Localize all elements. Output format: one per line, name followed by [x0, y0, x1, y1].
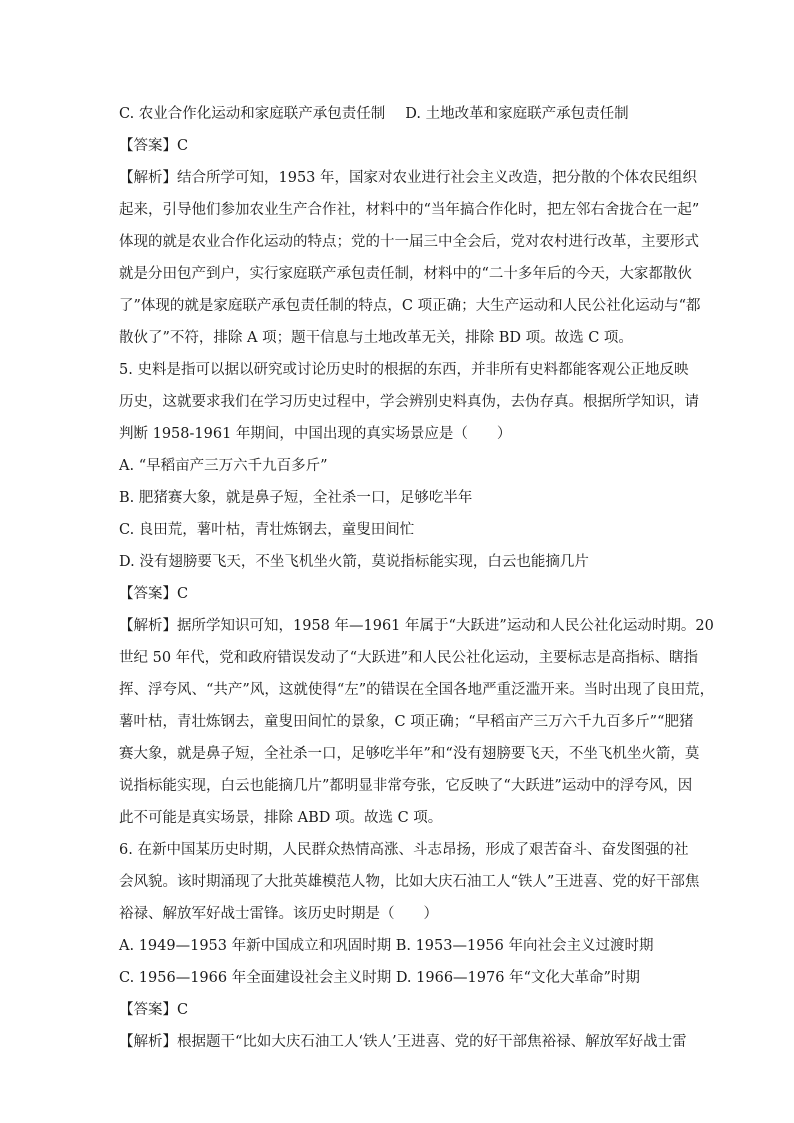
answer-value: C	[177, 1002, 189, 1018]
q4-analysis-line: 散伙了”不符，排除 A 项；题干信息与土地改革无关，排除 BD 项。故选 C 项。	[119, 330, 633, 346]
q5-analysis-line: 说指标能实现，白云也能摘几片”都明显非常夸张，它反映了“大跃进”运动中的浮夸风，因	[119, 778, 693, 794]
q4-options-row	[119, 102, 629, 123]
q5-analysis-line: 【解析】据所学知识可知，1958 年—1961 年属于“大跃进”运动和人民公社化运动时期。20	[119, 618, 714, 634]
q6-stem-line: 会风貌。该时期涌现了大批英雄模范人物，比如大庆石油工人“铁人”王进喜、党的好干部焦	[119, 874, 700, 890]
q5-stem-line: 5. 史料是指可以据以研究或讨论历史时的根据的东西，并非所有史料都能客观公正地反映	[119, 362, 689, 378]
q5-analysis-line: 薯叶枯，青壮炼钢去，童叟田间忙的景象，C 项正确；“早稻亩产三万六千九百多斤”“肥猪	[119, 714, 694, 730]
q6-options-row: C. 1956—1966 年全面建设社会主义时期 D. 1966—1976 年“文化大革命”时期	[119, 970, 640, 986]
q6-stem-line: 6. 在新中国某历史时期，人民群众热情高涨、斗志昂扬，形成了艰苦奋斗、奋发图强的社	[119, 842, 689, 858]
q5-option-b: B. 肥猪赛大象，就是鼻子短，全社杀一口，足够吃半年	[119, 490, 473, 506]
q5-stem-line: 判断 1958-1961 年期间，中国出现的真实场景应是（ ）	[119, 426, 512, 442]
q6-analysis-line: 【解析】根据题干“比如大庆石油工人‘铁人’王进喜、党的好干部焦裕禄、解放军好战士雷	[119, 1034, 687, 1050]
q4-option-d: D. 土地改革和家庭联产承包责任制	[405, 106, 629, 122]
q4-option-c: C. 农业合作化运动和家庭联产承包责任制	[119, 106, 386, 122]
answer-tag: 【答案】	[119, 138, 177, 154]
q4-answer	[119, 134, 188, 155]
answer-value: C	[177, 138, 189, 154]
answer-tag: 【答案】	[119, 586, 177, 602]
q5-stem-line: 历史，这就要求我们在学习历史过程中，学会辨别史料真伪，去伪存真。根据所学知识，请	[119, 394, 699, 410]
q5-option-a: A. “早稻亩产三万六千九百多斤”	[119, 458, 328, 474]
q4-analysis-line: 就是分田包产到户，实行家庭联产承包责任制，材料中的“二十多年后的今天，大家都散伙	[119, 266, 692, 282]
q5-answer	[119, 582, 188, 603]
q4-analysis-line: 起来，引导他们参加农业生产合作社，材料中的“当年搞合作化时，把左邻右舍拢合在一起”	[119, 202, 700, 218]
q5-analysis-line: 此不可能是真实场景，排除 ABD 项。故选 C 项。	[119, 810, 443, 826]
q6-stem-line: 裕禄、解放军好战士雷锋。该历史时期是（ ）	[119, 906, 438, 922]
q5-analysis-line: 赛大象，就是鼻子短，全社杀一口，足够吃半年”和“没有翅膀要飞天，不坐飞机坐火箭，莫	[119, 746, 700, 762]
q4-analysis-line: 【解析】结合所学可知，1953 年，国家对农业进行社会主义改造，把分散的个体农民组织	[119, 170, 698, 186]
q6-options-row: A. 1949—1953 年新中国成立和巩固时期 B. 1953—1956 年向社会主义过渡时期	[119, 938, 654, 954]
q4-analysis-line: 了”体现的就是家庭联产承包责任制的特点，C 项正确；大生产运动和人民公社化运动与“都	[119, 298, 701, 314]
analysis-tag: 【解析】	[119, 170, 177, 186]
answer-value: C	[177, 586, 189, 602]
q5-analysis-line: 世纪 50 年代，党和政府错误发动了“大跃进”和人民公社化运动，主要标志是高指标、瞎指	[119, 650, 698, 666]
q5-analysis-line: 挥、浮夸风、“共产”风，这就使得“左”的错误在全国各地严重泛滥开来。当时出现了良田荒，	[119, 682, 715, 698]
q4-analysis-line: 体现的就是农业合作化运动的特点；党的十一届三中全会后，党对农村进行改革，主要形式	[119, 234, 699, 250]
analysis-tag: 【解析】	[119, 1034, 177, 1050]
analysis-tag: 【解析】	[119, 618, 177, 634]
q5-option-c: C. 良田荒，薯叶枯，青壮炼钢去，童叟田间忙	[119, 522, 415, 538]
q6-answer	[119, 998, 188, 1019]
q5-option-d: D. 没有翅膀要飞天，不坐飞机坐火箭，莫说指标能实现，白云也能摘几片	[119, 554, 589, 570]
answer-tag: 【答案】	[119, 1002, 177, 1018]
